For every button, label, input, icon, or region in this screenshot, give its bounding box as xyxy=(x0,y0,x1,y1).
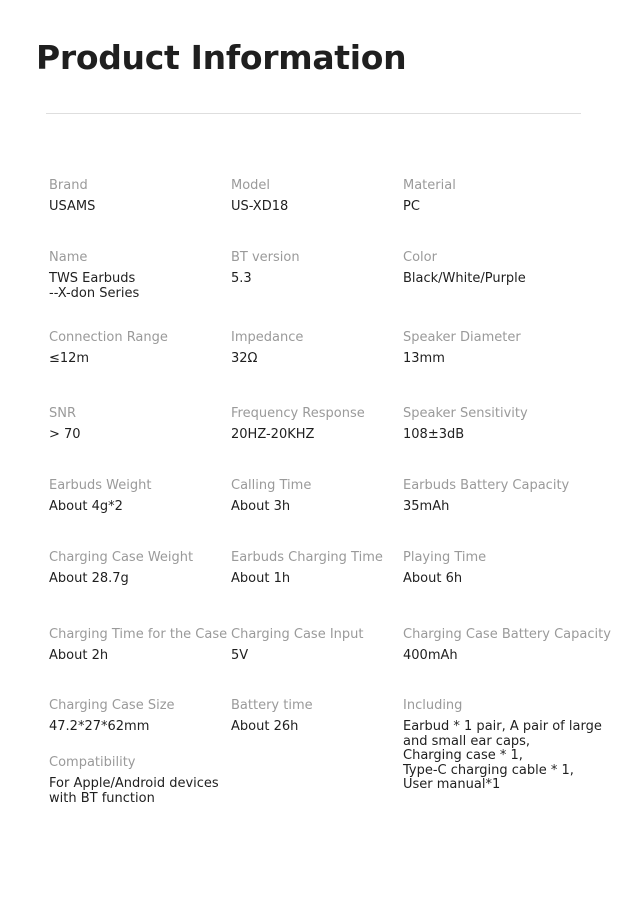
spec-label: Speaker Diameter xyxy=(403,330,521,345)
spec-value: About 26h xyxy=(231,719,299,734)
spec-label: SNR xyxy=(49,406,77,421)
spec-label: Charging Time for the Case xyxy=(49,627,228,642)
spec-value: 5V xyxy=(231,648,249,663)
spec-speaker-sensitivity xyxy=(403,406,603,443)
spec-label: Charging Case Battery Capacity xyxy=(403,627,611,642)
title-divider xyxy=(46,113,581,114)
spec-value: TWS Earbuds --X-don Series xyxy=(49,271,140,301)
spec-value: USAMS xyxy=(49,199,96,214)
spec-playing-time xyxy=(403,550,603,587)
spec-label: BT version xyxy=(231,250,300,265)
spec-value: 32Ω xyxy=(231,351,258,366)
spec-label: Frequency Response xyxy=(231,406,365,421)
spec-label: Charging Case Size xyxy=(49,698,175,713)
spec-label: Connection Range xyxy=(49,330,168,345)
spec-label: Earbuds Weight xyxy=(49,478,152,493)
spec-color xyxy=(403,250,603,287)
spec-label: Color xyxy=(403,250,437,265)
spec-value: ≤12m xyxy=(49,351,90,366)
spec-label: Compatibility xyxy=(49,755,136,770)
spec-bt-version xyxy=(231,250,431,287)
spec-label: Speaker Sensitivity xyxy=(403,406,528,421)
page-title: Product Information xyxy=(36,38,407,77)
spec-brand xyxy=(49,178,249,215)
spec-charging-case-weight xyxy=(49,550,249,587)
spec-value: For Apple/Android devices with BT function xyxy=(49,776,219,806)
spec-label: Brand xyxy=(49,178,88,193)
spec-label: Playing Time xyxy=(403,550,487,565)
spec-value: 20HZ-20KHZ xyxy=(231,427,315,442)
spec-charging-case-size xyxy=(49,698,249,735)
spec-value: PC xyxy=(403,199,420,214)
spec-value: 400mAh xyxy=(403,648,458,663)
spec-speaker-diameter xyxy=(403,330,603,367)
spec-label: Impedance xyxy=(231,330,304,345)
spec-value: About 4g*2 xyxy=(49,499,123,514)
spec-value: Earbud * 1 pair, A pair of large and small ear caps, Charging case * 1, Type-C charging cable * 1, User manual*1 xyxy=(403,719,602,793)
spec-compatibility xyxy=(49,755,249,806)
spec-label: Name xyxy=(49,250,88,265)
spec-label: Model xyxy=(231,178,271,193)
spec-value: US-XD18 xyxy=(231,199,289,214)
spec-connection-range xyxy=(49,330,249,367)
spec-name xyxy=(49,250,249,301)
spec-including xyxy=(403,698,618,793)
spec-earbuds-battery-capacity xyxy=(403,478,603,515)
spec-charging-case-battery-capacity xyxy=(403,627,611,664)
spec-value: 47.2*27*62mm xyxy=(49,719,150,734)
spec-earbuds-weight xyxy=(49,478,249,515)
spec-value: Black/White/Purple xyxy=(403,271,526,286)
spec-value: About 6h xyxy=(403,571,463,586)
spec-value: 35mAh xyxy=(403,499,450,514)
spec-frequency-response xyxy=(231,406,431,443)
spec-value: About 1h xyxy=(231,571,291,586)
spec-label: Charging Case Weight xyxy=(49,550,194,565)
spec-calling-time xyxy=(231,478,431,515)
spec-battery-time xyxy=(231,698,431,735)
spec-charging-time-case xyxy=(49,627,249,664)
spec-impedance xyxy=(231,330,431,367)
spec-label: Material xyxy=(403,178,456,193)
spec-material xyxy=(403,178,603,215)
spec-label: Charging Case Input xyxy=(231,627,364,642)
spec-charging-case-input xyxy=(231,627,431,664)
spec-label: Earbuds Charging Time xyxy=(231,550,383,565)
spec-earbuds-charging-time xyxy=(231,550,431,587)
spec-value: About 28.7g xyxy=(49,571,129,586)
spec-value: About 3h xyxy=(231,499,291,514)
spec-value: About 2h xyxy=(49,648,109,663)
spec-label: Earbuds Battery Capacity xyxy=(403,478,570,493)
spec-value: > 70 xyxy=(49,427,81,442)
spec-snr xyxy=(49,406,249,443)
spec-value: 108±3dB xyxy=(403,427,465,442)
spec-value: 13mm xyxy=(403,351,445,366)
spec-value: 5.3 xyxy=(231,271,252,286)
spec-model xyxy=(231,178,431,215)
spec-label: Including xyxy=(403,698,463,713)
spec-label: Battery time xyxy=(231,698,313,713)
spec-label: Calling Time xyxy=(231,478,312,493)
